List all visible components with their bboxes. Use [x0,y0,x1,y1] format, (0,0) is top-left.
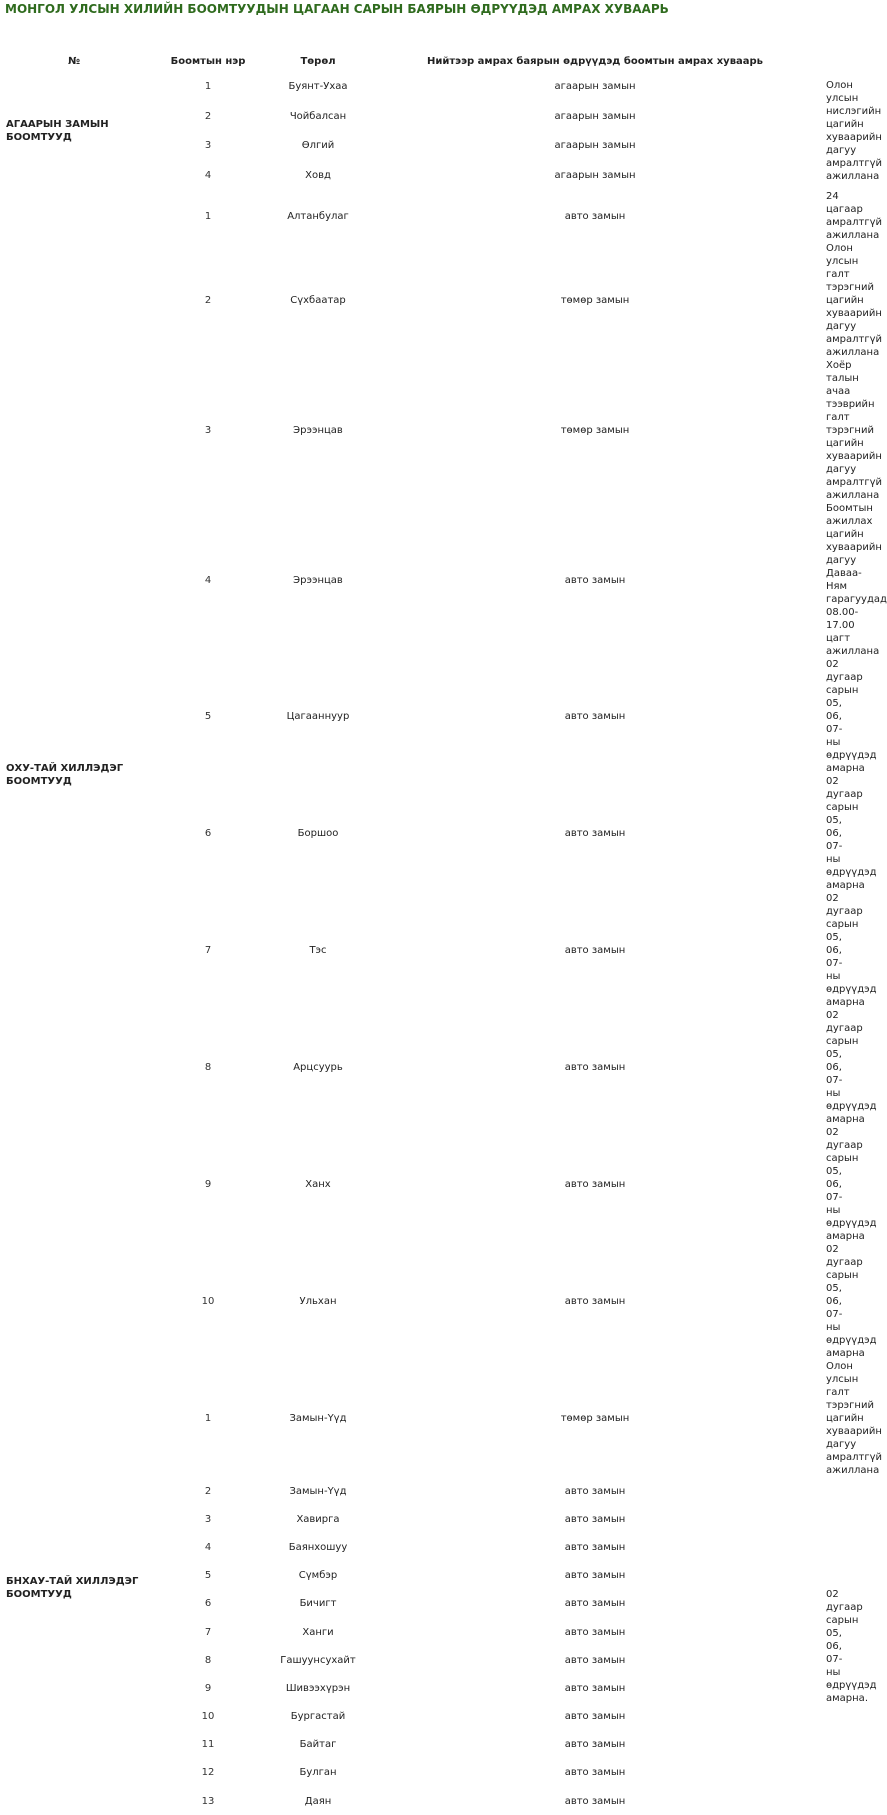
port-type: авто замын [564,711,626,722]
port-name: Ханги [302,1626,334,1638]
port-type: авто замын [564,1062,626,1073]
port-type: авто замын [564,1626,626,1638]
port-type: авто замын [564,1296,626,1307]
row-number: 8 [204,1062,212,1073]
table-row: 8 Арцсуурь авто замын 02 дугаар сарын 05, 06, 07-ны өдрүүдэд амарна [0,1009,822,1126]
row-number: 3 [204,425,212,436]
row-number: 7 [204,945,212,956]
port-type: авто замын [564,945,626,956]
port-name: Ховд [305,169,331,181]
port-type: агаарын замын [554,140,636,152]
port-type: агаарын замын [554,110,636,122]
row-number: 9 [204,1179,212,1190]
row-number: 11 [201,1739,215,1751]
port-name: Тэс [309,945,327,956]
port-type: агаарын замын [554,169,636,181]
group-label-china: БНХАУ-ТАЙ ХИЛЛЭДЭГ БООМТУУД [6,1575,139,1600]
row-number: 6 [204,828,212,839]
port-type: авто замын [564,1711,626,1723]
port-type: авто замын [564,574,626,586]
border-schedule-table [0,50,887,1815]
table-row: 2 Замын-Үүд авто замын 02 дугаар сарын 05, 06, 07-ны өдрүүдэд амарна. [0,1477,822,1505]
port-type: авто замын [564,1179,626,1190]
port-name: Даян [304,1795,332,1807]
table-row: АГААРЫН ЗАМЫН БООМТУУД 1 Буянт-Ухаа агаарын замын Олон улсын нислэгийн цагийн хуваарийн дагуу амралтгүй ажиллана [0,72,822,102]
port-type: төмөр замын [560,1413,630,1424]
row-number: 7 [204,1626,212,1638]
row-number: 2 [204,295,212,306]
port-type: авто замын [564,1570,626,1582]
port-name: Боршоо [297,828,339,839]
table-row: 4 Эрээнцав авто замын Боомтын ажиллах цагийн хуваарийн дагуу Даваа-Ням гарагуудад 08.00-17.00 цагт ажиллана [0,502,822,658]
row-number: 10 [201,1296,215,1307]
row-number: 9 [204,1682,212,1694]
table-row: ОХУ-ТАЙ ХИЛЛЭДЭГ БООМТУУД 1 Алтанбулаг авто замын 24 цагаар амралтгүй ажиллана [0,190,822,242]
port-name: Бичигт [299,1598,337,1610]
group-label-russia: ОХУ-ТАЙ ХИЛЛЭДЭГ БООМТУУД [6,763,124,787]
port-type: агаарын замын [554,81,636,93]
port-type: авто замын [564,1513,626,1525]
row-number: 4 [204,1541,212,1553]
row-number: 3 [204,140,212,152]
row-number: 8 [204,1654,212,1666]
port-name: Сүхбаатар [290,295,346,306]
port-name: Замын-Үүд [289,1485,347,1497]
port-name: Цагааннуур [286,711,350,722]
port-name: Замын-Үүд [289,1413,347,1424]
port-type: авто замын [564,1795,626,1807]
row-number: 2 [204,110,212,122]
table-row: 7 Тэс авто замын 02 дугаар сарын 05, 06, 07-ны өдрүүдэд амарна [0,892,822,1009]
port-name: Булган [299,1767,337,1779]
row-number: 4 [204,574,212,586]
port-name: Буянт-Ухаа [288,81,348,93]
port-type: авто замын [564,210,626,222]
table-row: 9 Ханх авто замын 02 дугаар сарын 05, 06, 07-ны өдрүүдэд амарна [0,1126,822,1243]
table-row: 3 Эрээнцав төмөр замын Хоёр талын ачаа тээврийн галт тэрэгний цагийн хуваарийн дагуу амралтгүй ажиллана [0,359,822,502]
port-type: авто замын [564,1739,626,1751]
port-name: Алтанбулаг [287,210,349,222]
row-number: 1 [204,210,212,222]
row-number: 13 [201,1795,215,1807]
row-number: 3 [204,1513,212,1525]
port-type: төмөр замын [560,295,630,306]
port-type: авто замын [564,1767,626,1779]
header-name: Боомтын нэр [170,55,246,67]
port-type: авто замын [564,1654,626,1666]
port-name: Ханх [305,1179,331,1190]
port-name: Баянхошуу [288,1541,348,1553]
table-row: 5 Цагааннуур авто замын 02 дугаар сарын 05, 06, 07-ны өдрүүдэд амарна [0,658,822,775]
header-schedule: Нийтээр амрах баярын өдрүүдэд боомтын амрах хуваарь [426,55,764,67]
port-name: Эрээнцав [293,425,343,436]
port-type: авто замын [564,1598,626,1610]
group-label-air: АГААРЫН ЗАМЫН БООМТУУД [6,119,109,143]
row-number: 5 [204,711,212,722]
port-name: Ульхан [299,1296,337,1307]
table-body [0,72,887,1815]
table-row: 2 Сүхбаатар төмөр замын Олон улсын галт тэрэгний цагийн хуваарийн дагуу амралтгүй ажиллана [0,242,822,359]
port-type: авто замын [564,1485,626,1497]
port-type: төмөр замын [560,425,630,436]
port-name: Арцсуурь [293,1062,343,1073]
port-name: Гашуунсухайт [280,1654,356,1666]
page-title: МОНГОЛ УЛСЫН ХИЛИЙН БООМТУУДЫН ЦАГААН САРЫН БАЯРЫН ӨДРҮҮДЭД АМРАХ ХУВААРЬ [5,2,669,16]
row-number: 5 [204,1570,212,1582]
row-number: 1 [204,1413,212,1424]
table-header-row [0,50,822,72]
port-name: Байтаг [299,1739,337,1751]
row-number: 6 [204,1598,212,1610]
row-number: 12 [201,1767,215,1779]
port-name: Бургастай [290,1711,346,1723]
port-name: Өлгий [301,140,335,152]
table-row: 10 Ульхан авто замын 02 дугаар сарын 05, 06, 07-ны өдрүүдэд амарна [0,1243,822,1360]
row-number: 1 [204,81,212,93]
table-row: БНХАУ-ТАЙ ХИЛЛЭДЭГ БООМТУУД 1 Замын-Үүд төмөр замын Олон улсын галт тэрэгний цагийн хуваарийн дагуу амралтгүй ажиллана [0,1360,822,1477]
port-name: Сүмбэр [298,1570,338,1582]
header-type: Төрөл [300,55,336,67]
port-name: Эрээнцав [293,574,343,586]
table-row: 6 Боршоо авто замын 02 дугаар сарын 05, 06, 07-ны өдрүүдэд амарна [0,775,822,892]
port-type: авто замын [564,1541,626,1553]
header-number: № [67,55,81,67]
port-type: авто замын [564,1682,626,1694]
port-type: авто замын [564,828,626,839]
port-name: Шивээхүрэн [285,1682,351,1694]
row-number: 10 [201,1711,215,1723]
row-number: 2 [204,1485,212,1497]
port-name: Хавирга [296,1513,340,1525]
port-name: Чойбалсан [289,110,347,122]
row-number: 4 [204,169,212,181]
